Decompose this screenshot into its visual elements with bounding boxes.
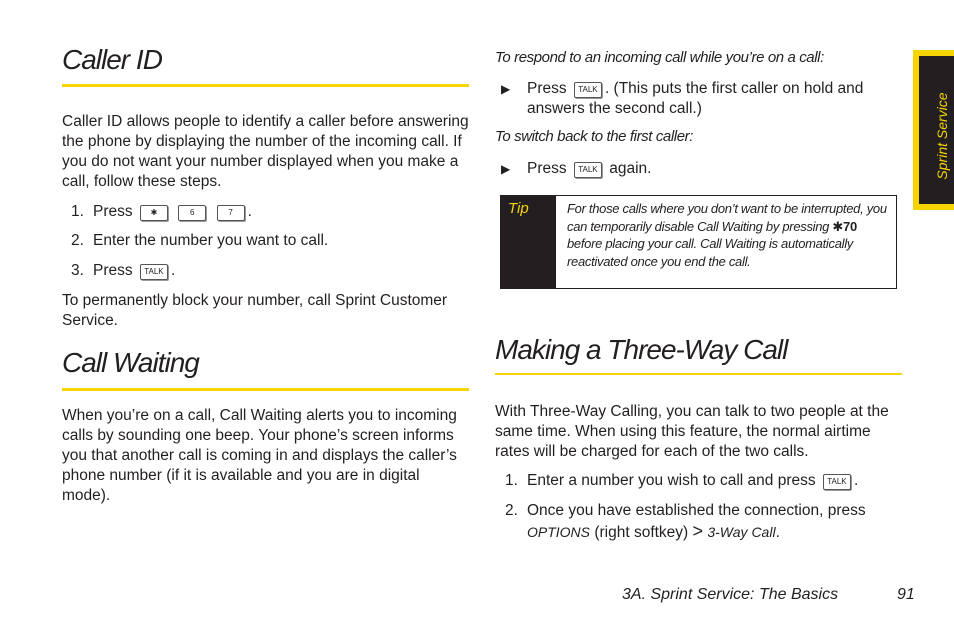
- tip-box: [500, 195, 897, 289]
- caller-id-outro: To permanently block your number, call Sprint Customer Service.: [62, 292, 448, 329]
- star-70-code: ✱70: [832, 218, 857, 234]
- star-key-icon: ✱: [140, 205, 168, 221]
- page-number: 91: [897, 586, 915, 603]
- switch-subheading: To switch back to the first caller:: [495, 128, 694, 145]
- switch-bullet: ▶ Press TALK again.: [501, 160, 652, 177]
- section-side-tab: [913, 50, 954, 210]
- call-waiting-heading: Call Waiting: [62, 347, 199, 378]
- caller-id-step-2: 2. Enter the number you want to call.: [71, 232, 329, 249]
- three-way-rule: [495, 373, 902, 375]
- three-way-step-1: 1. Enter a number you wish to call and press TALK .: [505, 472, 859, 489]
- talk-key-icon: TALK: [574, 162, 602, 178]
- caller-id-step-1: 1. Press ✱ 6 7 .: [71, 203, 252, 220]
- talk-key-icon: TALK: [823, 474, 851, 490]
- caller-id-step-3: 3. Press TALK .: [71, 262, 176, 279]
- three-way-step-2: 2. Once you have established the connection, press OPTIONS (right softkey) > 3-Way Call.: [505, 502, 866, 541]
- talk-key-icon: TALK: [140, 264, 168, 280]
- three-way-intro: With Three-Way Calling, you can talk to two people at the same time. When using this feature, the normal airtime rates will be charged for each of the two calls.: [495, 403, 889, 460]
- three-way-heading: Making a Three-Way Call: [495, 334, 788, 365]
- caller-id-step-1-text: Press: [93, 203, 133, 220]
- respond-subheading: To respond to an incoming call while you’re on a call:: [495, 49, 824, 66]
- caller-id-step-2-text: Enter the number you want to call.: [93, 232, 329, 249]
- caller-id-intro: Caller ID allows people to identify a caller before answering the phone by displaying the number of the incoming call. If you do not want your number displayed when you make a call, follow these steps.: [62, 113, 469, 190]
- call-waiting-body: When you’re on a call, Call Waiting alerts you to incoming calls by sounding one beep. Your phone’s screen informs you that another call is coming in and displays the caller’s phone number (if it is available and you are in digital mode).: [62, 407, 457, 504]
- menu-separator: >: [692, 521, 704, 541]
- respond-bullet: ▶ Press TALK . (This puts the first caller on hold and answers the second call.): [501, 80, 864, 117]
- right-triangle-icon: ▶: [501, 82, 511, 96]
- footer-section: 3A. Sprint Service: The Basics: [622, 586, 839, 603]
- caller-id-rule: [62, 84, 469, 87]
- options-menu-label: OPTIONS: [527, 524, 591, 540]
- three-way-call-menu-label: 3-Way Call: [707, 524, 776, 540]
- caller-id-step-3-text: Press: [93, 262, 133, 279]
- call-waiting-rule: [62, 388, 469, 391]
- tip-text: For those calls where you don’t want to be interrupted, you can temporarily disable Call Waiting by pressing ✱70 before placing your call. Call Waiting is automatically reactivated once you end the call.: [567, 201, 887, 269]
- right-triangle-icon: ▶: [501, 162, 511, 176]
- tip-label: Tip: [501, 196, 556, 288]
- side-tab-label: Sprint Service: [934, 92, 950, 180]
- caller-id-heading: Caller ID: [62, 44, 162, 75]
- six-key-icon: 6: [178, 205, 206, 221]
- seven-key-icon: 7: [217, 205, 245, 221]
- talk-key-icon: TALK: [574, 82, 602, 98]
